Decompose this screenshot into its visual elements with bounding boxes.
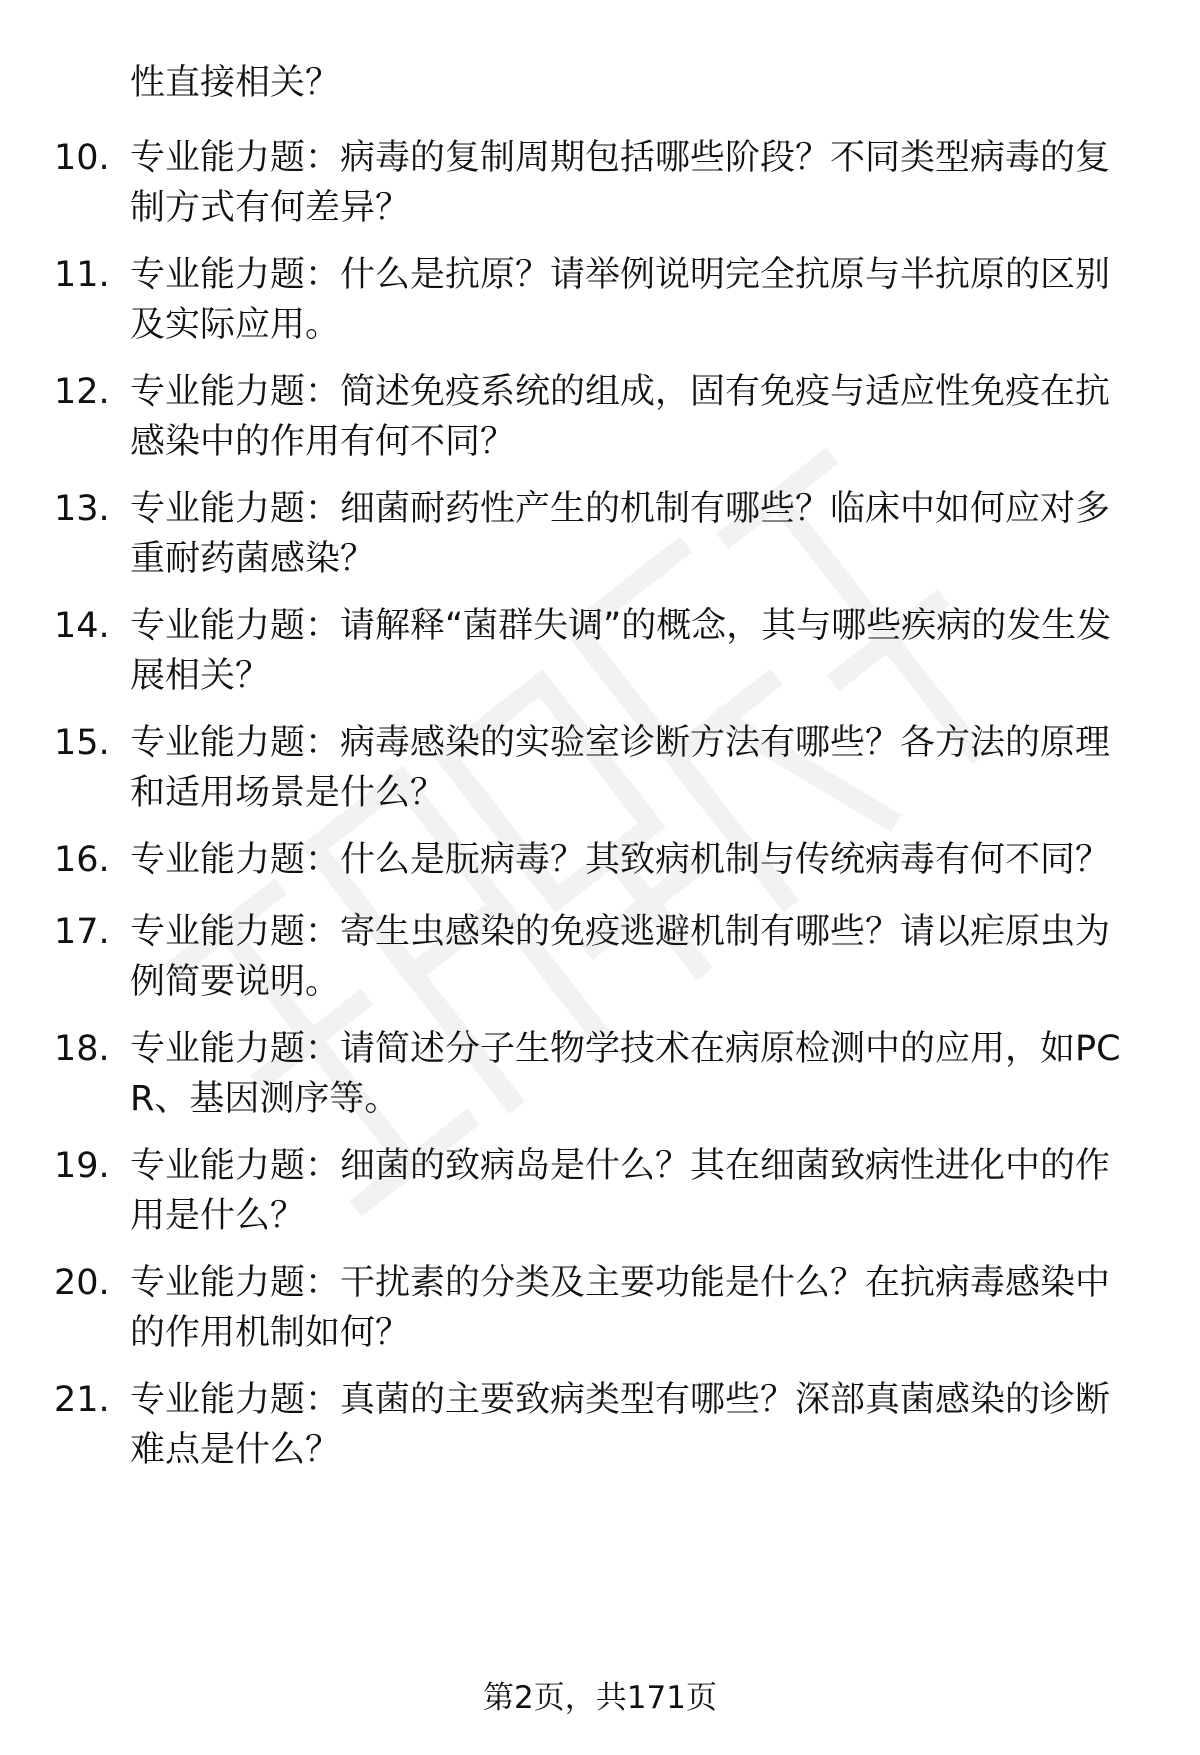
question-text: 专业能力题：寄生虫感染的免疫逃避机制有哪些？请以疟原虫为例简要说明。 [130,912,1111,1002]
question-text: 专业能力题：细菌的致病岛是什么？其在细菌致病性进化中的作用是什么？ [130,1146,1111,1236]
question-number: 13. [54,489,110,529]
question-text: 专业能力题：病毒感染的实验室诊断方法有哪些？各方法的原理和适用场景是什么？ [130,723,1111,813]
question-number: 12. [54,372,110,412]
question-text: 专业能力题：简述免疫系统的组成，固有免疫与适应性免疫在抗感染中的作用有何不同？ [130,372,1111,462]
question-text: 专业能力题：病毒的复制周期包括哪些阶段？不同类型病毒的复制方式有何差异？ [130,138,1111,228]
question-text: 专业能力题：请简述分子生物学技术在病原检测中的应用，如PCR、基因测序等。 [130,1029,1121,1119]
question-number: 19. [54,1146,110,1186]
question-number: 18. [54,1029,110,1069]
question-number: 14. [54,606,110,646]
question-text: 专业能力题：请解释“菌群失调”的概念，其与哪些疾病的发生发展相关？ [130,606,1112,696]
question-number: 16. [54,840,110,880]
question-number: 15. [54,723,110,763]
question-text: 专业能力题：细菌耐药性产生的机制有哪些？临床中如何应对多重耐药菌感染？ [130,489,1111,579]
question-number: 21. [54,1380,110,1420]
question-number: 11. [54,255,110,295]
page-footer: 第2页，共171页 [483,1680,717,1716]
question-text: 专业能力题：什么是抗原？请举例说明完全抗原与半抗原的区别及实际应用。 [130,255,1111,345]
question-text: 专业能力题：真菌的主要致病类型有哪些？深部真菌感染的诊断难点是什么？ [130,1380,1111,1470]
question-number: 20. [54,1263,110,1303]
question-number: 17. [54,912,110,952]
question-text: 专业能力题：干扰素的分类及主要功能是什么？在抗病毒感染中的作用机制如何？ [130,1263,1111,1353]
continuation-text: 性直接相关？ [130,63,341,103]
question-text: 专业能力题：什么是朊病毒？其致病机制与传统病毒有何不同？ [130,840,1111,880]
question-number: 10. [54,138,110,178]
